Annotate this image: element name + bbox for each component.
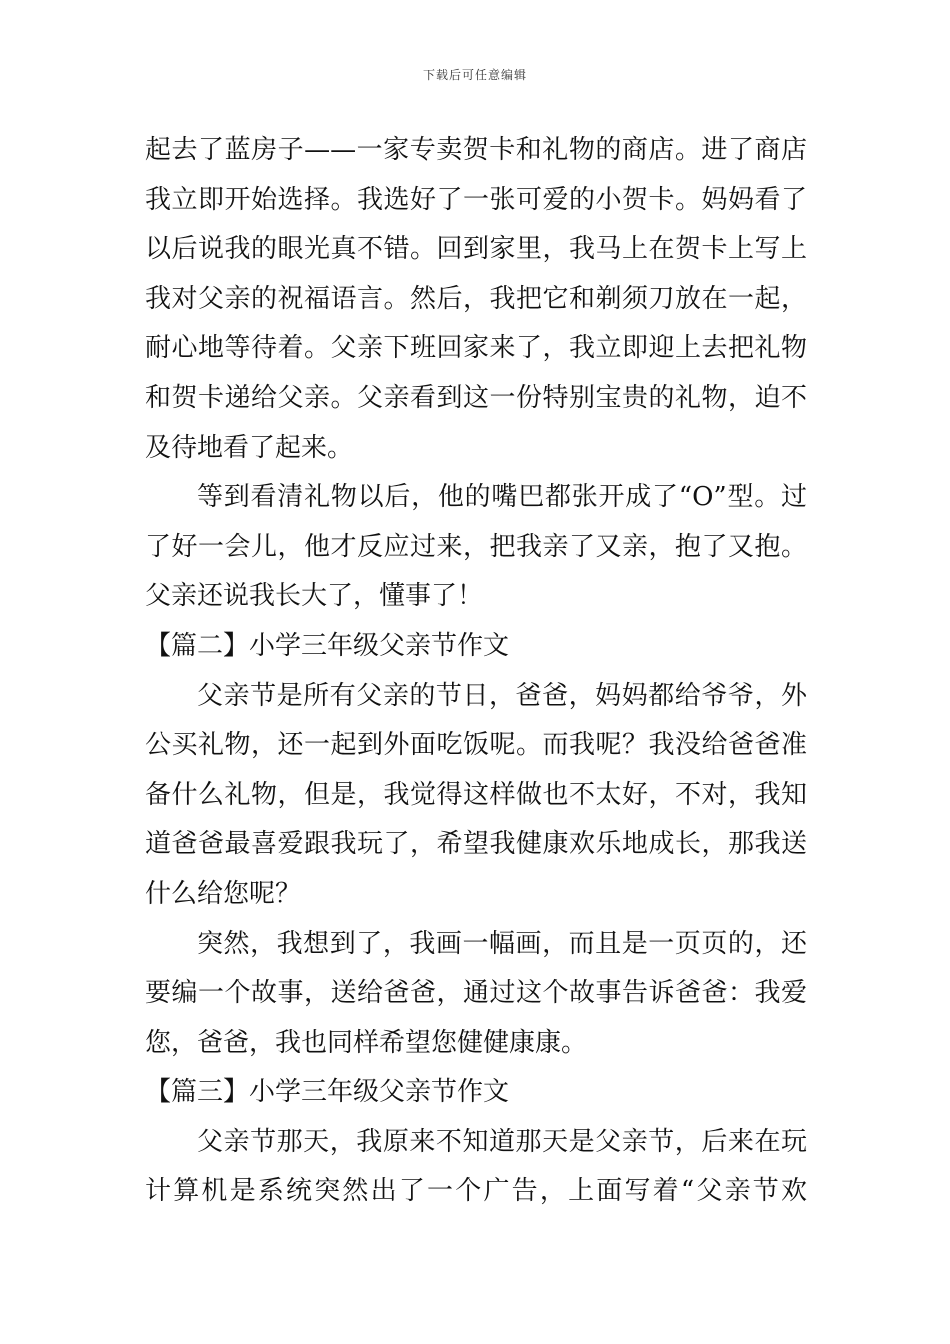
essay-body [145, 126, 807, 1217]
paragraph-line: 我立即开始选择。我选好了一张可爱的小贺卡。妈妈看了 [145, 184, 807, 215]
paragraph-line: 备什么礼物，但是，我觉得这样做也不太好，不对，我知 [145, 779, 807, 810]
paragraph-line: 等到看清礼物以后，他的嘴巴都张开成了“O”型。过 [197, 482, 807, 513]
paragraph-line: 什么给您呢？ [145, 878, 302, 909]
paragraph-line: 起去了蓝房子——一家专卖贺卡和礼物的商店。进了商店 [145, 135, 807, 165]
paragraph-line: 了好一会儿，他才反应过来，把我亲了又亲，抱了又抱。 [145, 531, 807, 562]
paragraph-line: 要编一个故事，送给爸爸，通过这个故事告诉爸爸：我爱 [145, 978, 807, 1009]
paragraph-line: 道爸爸最喜爱跟我玩了，希望我健康欢乐地成长，那我送 [145, 829, 807, 860]
paragraph-line: 耐心地等待着。父亲下班回家来了，我立即迎上去把礼物 [145, 333, 807, 364]
section-heading-part-three: 【篇三】小学三年级父亲节作文 [145, 1077, 510, 1108]
paragraph-line: 以后说我的眼光真不错。回到家里，我马上在贺卡上写上 [145, 234, 807, 265]
paragraph-line: 父亲节是所有父亲的节日，爸爸，妈妈都给爷爷，外 [197, 680, 807, 711]
paragraph-line: 突然，我想到了，我画一幅画，而且是一页页的，还 [197, 928, 807, 959]
paragraph-line: 父亲节那天，我原来不知道那天是父亲节，后来在玩 [197, 1126, 807, 1157]
paragraph-line: 和贺卡递给父亲。父亲看到这一份特别宝贵的礼物，迫不 [145, 382, 807, 413]
paragraph-line: 我对父亲的祝福语言。然后，我把它和剃须刀放在一起， [145, 283, 807, 314]
paragraph-line: 及待地看了起来。 [145, 432, 354, 463]
paragraph-line: 计算机是系统突然出了一个广告，上面写着“父亲节欢 [145, 1176, 807, 1207]
paragraph-line: 您，爸爸，我也同样希望您健健康康。 [145, 1027, 588, 1058]
paragraph-line: 父亲还说我长大了，懂事了！ [145, 581, 484, 612]
section-heading-part-two: 【篇二】小学三年级父亲节作文 [145, 630, 510, 661]
paragraph-line: 公买礼物，还一起到外面吃饭呢。而我呢？我没给爸爸准 [145, 730, 807, 761]
page-header: 下载后可任意编辑 [422, 68, 527, 82]
